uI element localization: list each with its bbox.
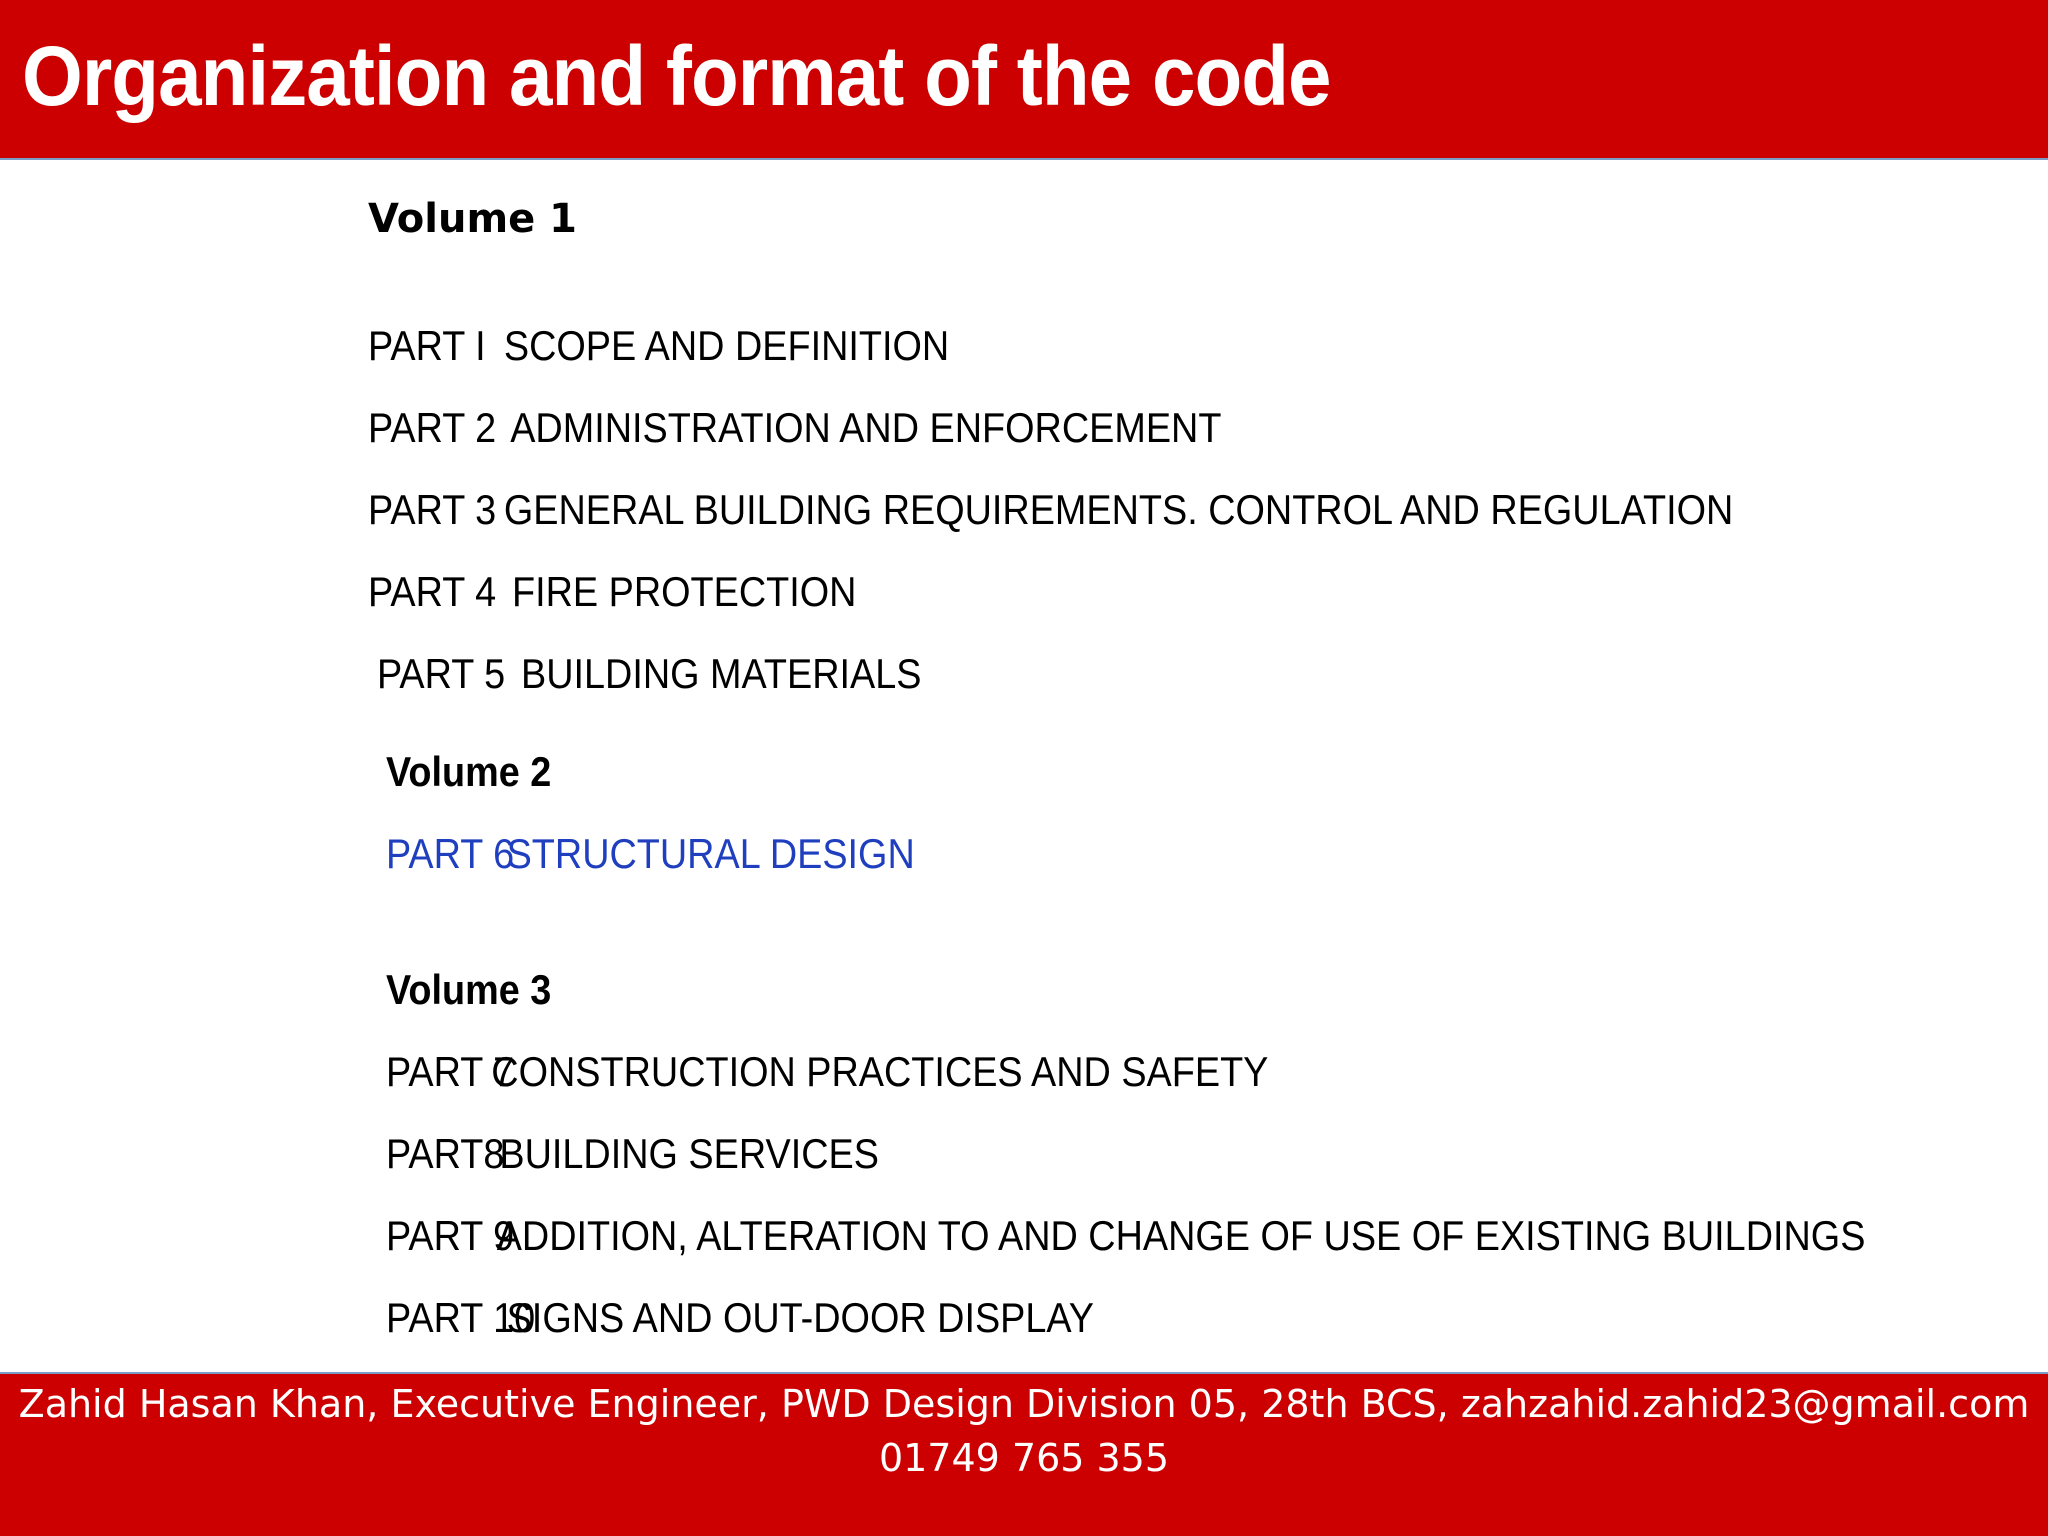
part-number: PART 5 xyxy=(377,650,506,697)
volume-3-heading: Volume 3 xyxy=(386,966,552,1013)
part-title: SIGNS AND OUT-DOOR DISPLAY xyxy=(506,1294,1095,1341)
part-number: PART 4 xyxy=(368,568,497,615)
part-title: STRUCTURAL DESIGN xyxy=(506,830,915,877)
volume-1-heading: Volume 1 xyxy=(368,196,578,242)
part-title: CONSTRUCTION PRACTICES AND SAFETY xyxy=(491,1048,1269,1095)
part-number: PART 2 xyxy=(368,404,497,451)
part-number: PART 9 xyxy=(386,1212,515,1259)
part-title: BUILDING SERVICES xyxy=(499,1130,879,1177)
part-number: PART 6 xyxy=(386,830,515,877)
part-number: PART 7 xyxy=(386,1048,515,1095)
part-number: PART8 xyxy=(386,1130,505,1177)
volume-2-heading: Volume 2 xyxy=(386,748,552,795)
part-number: PART I xyxy=(368,322,486,369)
part-title: FIRE PROTECTION xyxy=(512,568,857,615)
part-title: BUILDING MATERIALS xyxy=(521,650,922,697)
footer-author-line: Zahid Hasan Khan, Executive Engineer, PWD Design Division 05, 28th BCS, zahzahid.zahid23@gmail.com xyxy=(18,1382,2030,1426)
part-title: ADMINISTRATION AND ENFORCEMENT xyxy=(510,404,1222,451)
part-number: PART 3 xyxy=(368,486,497,533)
slide-title: Organization and format of the code xyxy=(22,29,1331,123)
footer-phone-line: 01749 765 355 xyxy=(878,1436,1170,1480)
part-title: ADDITION, ALTERATION TO AND CHANGE OF USE OF EXISTING BUILDINGS xyxy=(496,1212,1866,1259)
part-title: SCOPE AND DEFINITION xyxy=(503,322,950,369)
part-title: GENERAL BUILDING REQUIREMENTS. CONTROL AND REGULATION xyxy=(503,486,1734,533)
part-number: PART 10 xyxy=(386,1294,536,1341)
